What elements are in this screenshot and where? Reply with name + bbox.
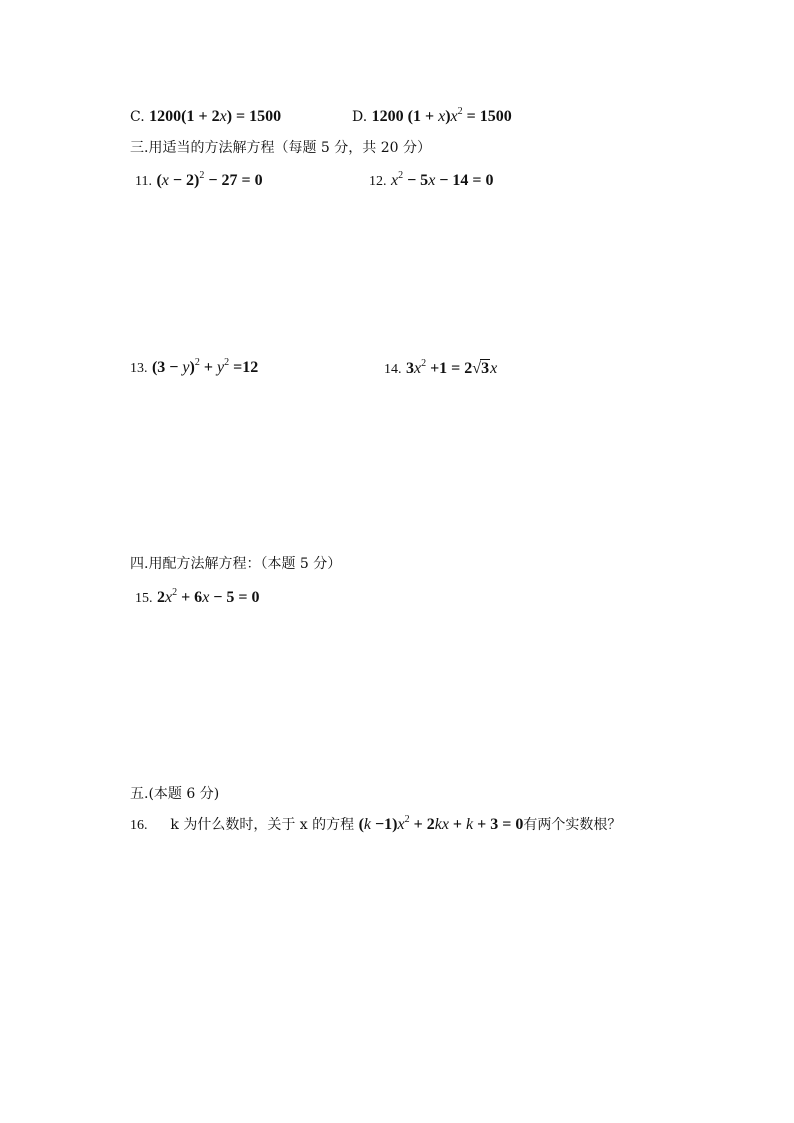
- question-11: [135, 172, 263, 191]
- question-16-equation: $(k -1)x^2 + 2kx + k + 3 = 0$: [358, 814, 524, 833]
- section-3-heading: 三.用适当的方法解方程（每题 5 分，共 20 分）: [130, 140, 431, 156]
- question-12-number: 12.: [369, 174, 387, 189]
- question-16-number: 16.: [130, 818, 148, 833]
- question-13: [130, 359, 258, 378]
- question-16-text-before: k 为什么数时，关于 x 的方程: [170, 817, 355, 833]
- question-14-equation: $3x^2 +1 = 2√3x$: [405, 358, 498, 377]
- question-13-equation: $(3 - y)^2 + y^2 =12$: [151, 357, 259, 376]
- question-11-number: 11.: [135, 174, 152, 189]
- question-16: [130, 816, 621, 835]
- question-13-number: 13.: [130, 361, 148, 376]
- question-11-equation: $(x - 2)^2 - 27 = 0$: [156, 170, 263, 189]
- question-12: [369, 172, 494, 191]
- question-14: [384, 359, 497, 379]
- option-d-label: D.: [352, 109, 368, 125]
- section-5-heading: 五.(本题 6 分): [130, 786, 220, 802]
- option-c-label: C.: [130, 109, 145, 125]
- sqrt-icon: √: [472, 360, 482, 377]
- option-c-equation: 1200(1 + 2x) = 1500: [149, 108, 282, 125]
- option-c: [130, 108, 281, 126]
- option-d-equation: 1200 $(1 + x)x^2 = 1500$: [371, 106, 512, 125]
- section-4-heading: 四.用配方法解方程：（本题 5 分）: [130, 556, 342, 572]
- question-15: [135, 589, 260, 608]
- option-d: [352, 108, 512, 126]
- question-12-equation: $x^2 - 5x - 14 = 0$: [390, 170, 494, 189]
- question-15-number: 15.: [135, 591, 153, 606]
- question-16-text-after: 有两个实数根？: [523, 817, 622, 833]
- question-15-equation: $2x^2 + 6x - 5 = 0$: [156, 587, 260, 606]
- question-14-number: 14.: [384, 362, 402, 377]
